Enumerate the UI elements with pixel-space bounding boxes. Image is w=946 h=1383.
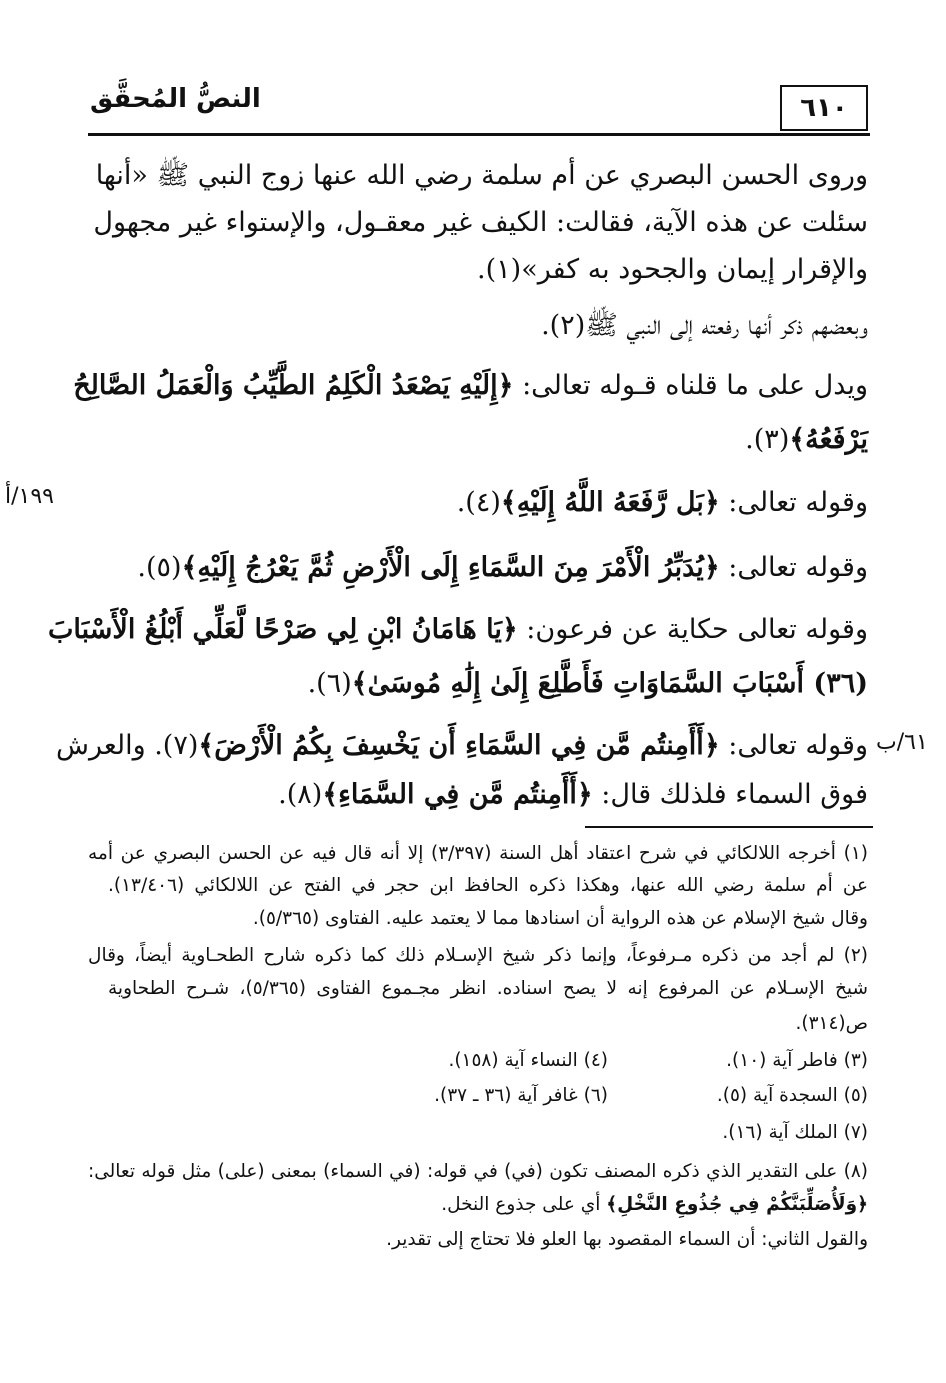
- body-text: وقوله تعالى:: [719, 487, 868, 518]
- footnote-ref: (٥).: [137, 552, 182, 583]
- footnote-ref: (٦).: [307, 668, 352, 699]
- quran-verse: ﴿أَأَمِنتُم مَّن فِي السَّمَاءِ أَن يَخْسِفَ بِكُمُ الْأَرْضَ﴾: [198, 730, 720, 761]
- body-text: ويدل على ما قلناه قـوله تعالى:: [513, 370, 868, 401]
- body-line: سئلت عن هذه الآية، فقالت: الكيف غير معقـول، والإستواء غير مجهول: [93, 207, 868, 238]
- page-number: ٦١٠: [780, 85, 868, 131]
- body-line: وروى الحسن البصري عن أم سلمة رضي الله عنها زوج النبي ﷺ «أنها: [95, 160, 868, 191]
- footnote-line: (٧) الملك آية (١٦).: [722, 1122, 868, 1143]
- quran-verse: ﴿إِلَيْهِ يَصْعَدُ الْكَلِمُ الطَّيِّبُ وَالْعَمَلُ الصَّالِحُ: [73, 370, 514, 401]
- footnote-ref: (٣).: [745, 424, 790, 455]
- quran-verse: ﴿وَلَأُصَلِّبَنَّكُمْ فِي جُذُوعِ النَّخْلِ﴾: [606, 1194, 868, 1215]
- body-line: وبعضهم ذكر أنها رفعته إلى النبي ﷺ(٢).: [541, 310, 868, 341]
- quran-verse: يَرْفَعُهُ﴾: [789, 424, 868, 455]
- footnote-line: [108, 1189, 868, 1221]
- body-text: وقوله تعالى:: [719, 552, 868, 583]
- header-divider: [88, 133, 870, 136]
- footnote-line: شيخ الإسـلام عن المرفوع إنه لا يصح اسناده. انظر مجـموع الفتاوى (٥/٣٦٥)، شـرح الطحاوية: [108, 978, 868, 999]
- footnote-line: ص(٣١٤).: [795, 1013, 868, 1034]
- body-text: وقوله تعالى حكاية عن فرعون:: [517, 614, 868, 645]
- quran-verse: ﴿بَل رَّفَعَهُ اللَّهُ إِلَيْهِ﴾: [500, 487, 720, 518]
- body-line: [73, 364, 868, 408]
- footnote-line: والقول الثاني: أن السماء المقصود بها العلو فلا تحتاج إلى تقدير.: [386, 1229, 868, 1250]
- footnote-line: وقال شيخ الإسلام عن هذه الرواية أن اسنادها مما لا يعتمد عليه. الفتاوى (٥/٣٦٥).: [252, 908, 868, 929]
- footnote-line: (٦) غافر آية (٣٦ ـ ٣٧).: [434, 1085, 608, 1106]
- body-line: [96, 662, 868, 706]
- body-line: [48, 608, 868, 652]
- footnote-text: أي على جذوع النخل.: [441, 1194, 607, 1215]
- body-text: وقوله تعالى:: [719, 730, 868, 761]
- footnote-line: عن أم سلمة رضي الله عنها، وهكذا ذكره الحافظ ابن حجر في الفتح عن اللالكائي (١٣/٤٠٦).: [108, 875, 868, 896]
- quran-verse: ﴿يُدَبِّرُ الْأَمْرَ مِنَ السَّمَاءِ إِلَى الْأَرْضِ ثُمَّ يَعْرُجُ إِلَيْهِ﴾: [181, 552, 720, 583]
- footnote-ref: (٤).: [456, 487, 501, 518]
- body-text: فوق السماء فلذلك قال:: [592, 779, 868, 810]
- quran-verse: ﴿يَا هَامَانُ ابْنِ لِي صَرْحًا لَّعَلِّي أَبْلُغُ الْأَسْبَابَ: [48, 614, 518, 645]
- footnote-divider: [585, 826, 873, 828]
- body-line: [128, 481, 868, 525]
- body-text: (٧). والعرش: [55, 730, 199, 761]
- footnote-ref: (٨).: [278, 779, 323, 810]
- body-line: [96, 418, 868, 462]
- footnote-line: (١) أخرجه اللالكائي في شرح اعتقاد أهل السنة (٣/٣٩٧) إلا أنه قال فيه عن الحسن البصري عن أمه: [88, 843, 868, 864]
- footnote-line: (٤) النساء آية (١٥٨).: [448, 1050, 608, 1071]
- footnote-line: (٨) على التقدير الذي ذكره المصنف تكون (في) في قوله: (في السماء) بمعنى (على) مثل قوله تعالى:: [88, 1161, 868, 1182]
- quran-verse: ﴿أَأَمِنتُم مَّن فِي السَّمَاءِ﴾: [322, 779, 593, 810]
- margin-folio-note: ١٩٩/أ: [5, 484, 54, 509]
- footnote-line: (٣) فاطر آية (١٠).: [726, 1050, 868, 1071]
- margin-folio-note: ٦١/ب: [876, 730, 928, 755]
- running-header-title: النصُّ المُحقَّق: [90, 84, 261, 114]
- body-line: [55, 724, 868, 768]
- footnote-line: (٢) لم أجد من ذكره مـرفوعاً، وإنما ذكر شيخ الإسـلام ذلك كما ذكره شارح الطحـاوية أيضاً، وقال: [88, 945, 868, 966]
- body-line: [96, 773, 868, 817]
- body-line: والإقرار إيمان والجحود به كفر»(١).: [477, 254, 868, 285]
- body-line: [128, 546, 868, 590]
- quran-verse: (٣٦) أَسْبَابَ السَّمَاوَاتِ فَأَطَّلِعَ إِلَىٰ إِلَٰهِ مُوسَىٰ﴾: [351, 668, 868, 699]
- footnote-line: (٥) السجدة آية (٥).: [716, 1085, 868, 1106]
